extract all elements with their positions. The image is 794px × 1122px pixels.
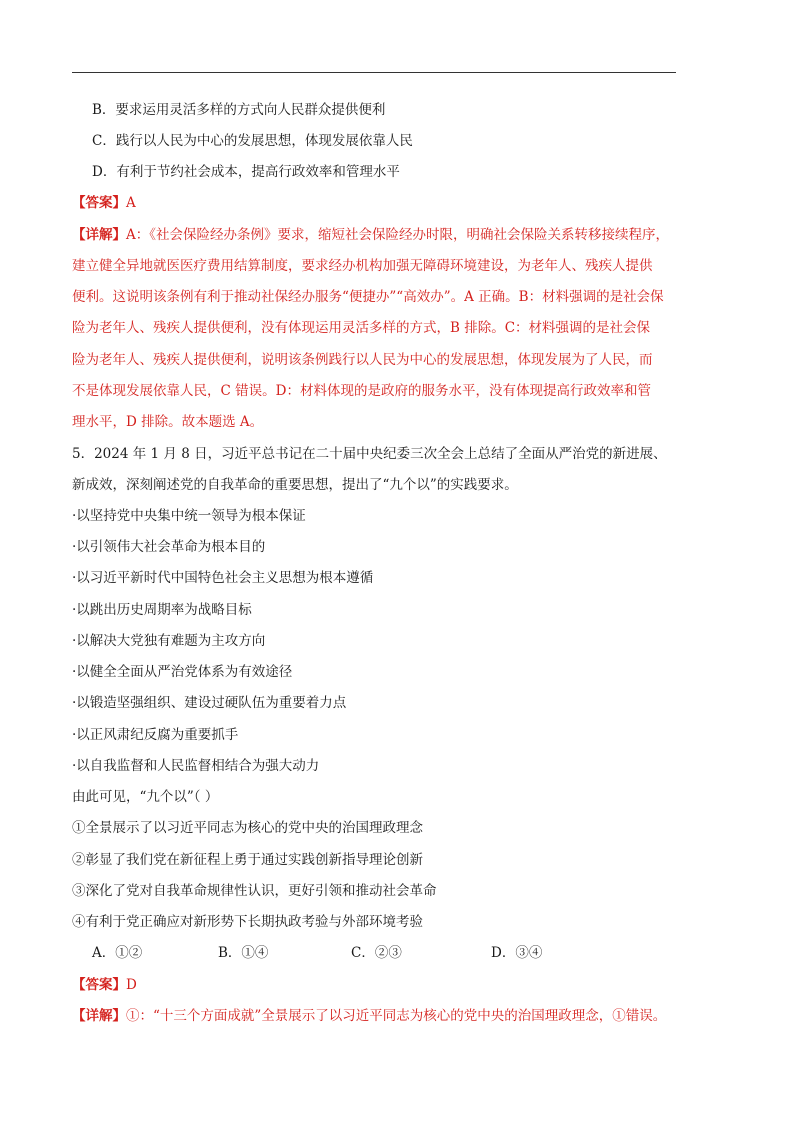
answer-value: D: [126, 977, 137, 993]
statement: ③深化了党对自我革命规律性认识，更好引领和推动社会革命: [72, 883, 437, 899]
question-5-stem: 新成效，深刻阐述党的自我革命的重要思想，提出了“九个以”的实践要求。: [72, 477, 518, 493]
answer-label: 【答案】: [72, 977, 126, 993]
statement: ②彰显了我们党在新征程上勇于通过实践创新指导理论创新: [72, 852, 423, 868]
detail-1-line: 理水平，D 排除。故本题选 A。: [72, 414, 264, 430]
detail-1-line: 便利。这说明该条例有利于推动社保经办服务“便捷办”“高效办”。A 正确。B：材料强调的是社会保: [72, 289, 664, 305]
list-item: ·以自我监督和人民监督相结合为强大动力: [72, 758, 320, 774]
list-item: ·以跳出历史周期率为战略目标: [72, 602, 252, 618]
question-prompt: 由此可见，“九个以”（ ）: [72, 789, 219, 805]
list-item: ·以正风肃纪反腐为重要抓手: [72, 727, 239, 743]
question-5-stem: 5．2024 年 1 月 8 日，习近平总书记在二十届中央纪委三次全会上总结了全面从严治党的新进展、: [72, 446, 667, 462]
option-b-prev: B．要求运用灵活多样的方式向人民群众提供便利: [92, 102, 386, 118]
list-item: ·以健全全面从严治党体系为有效途径: [72, 664, 293, 680]
statement: ①全景展示了以习近平同志为核心的党中央的治国理政理念: [72, 820, 423, 836]
choice-a: A．①②: [92, 945, 143, 961]
answer-1: [72, 193, 712, 213]
choice-c: C．②③: [351, 945, 402, 961]
detail-1-line: 险为老年人、残疾人提供便利，没有体现运用灵活多样的方式，B 排除。C：材料强调的是社会保: [72, 320, 651, 336]
list-item: ·以锻造坚强组织、建设过硬队伍为重要着力点: [72, 695, 347, 711]
option-d-prev: D．有利于节约社会成本，提高行政效率和管理水平: [92, 164, 400, 180]
answer-label: 【答案】: [72, 195, 126, 211]
list-item: ·以解决大党独有难题为主攻方向: [72, 633, 266, 649]
option-c-prev: C．践行以人民为中心的发展思想，体现发展依靠人民: [92, 133, 413, 149]
answer-value: A: [126, 195, 136, 211]
list-item: ·以坚持党中央集中统一领导为根本保证: [72, 508, 306, 524]
choice-row: [92, 943, 732, 963]
choice-d: D．③④: [491, 945, 543, 961]
detail-1-line: 【详解】A：《社会保险经办条例》要求，缩短社会保险经办时限，明确社会保险关系转移接续程序，: [72, 227, 669, 243]
detail-2-line: 【详解】①：“十三个方面成就”全景展示了以习近平同志为核心的党中央的治国理政理念，①错误。: [72, 1008, 667, 1024]
choice-b: B．①④: [218, 945, 269, 961]
detail-1-line: 险为老年人、残疾人提供便利，说明该条例践行以人民为中心的发展思想，体现发展为了人民，而: [72, 352, 653, 368]
list-item: ·以习近平新时代中国特色社会主义思想为根本遵循: [72, 570, 374, 586]
statement: ④有利于党正确应对新形势下长期执政考验与外部环境考验: [72, 914, 423, 930]
detail-1-line: 不是体现发展依靠人民，C 错误。D：材料体现的是政府的服务水平，没有体现提高行政效率和管: [72, 383, 651, 399]
list-item: ·以引领伟大社会革命为根本目的: [72, 539, 266, 555]
detail-label: 【详解】: [72, 1008, 126, 1024]
header-rule: [72, 72, 676, 73]
answer-2: [72, 975, 712, 995]
detail-label: 【详解】: [72, 227, 126, 243]
detail-1-line: 建立健全异地就医医疗费用结算制度，要求经办机构加强无障碍环境建设，为老年人、残疾人提供: [72, 258, 653, 274]
